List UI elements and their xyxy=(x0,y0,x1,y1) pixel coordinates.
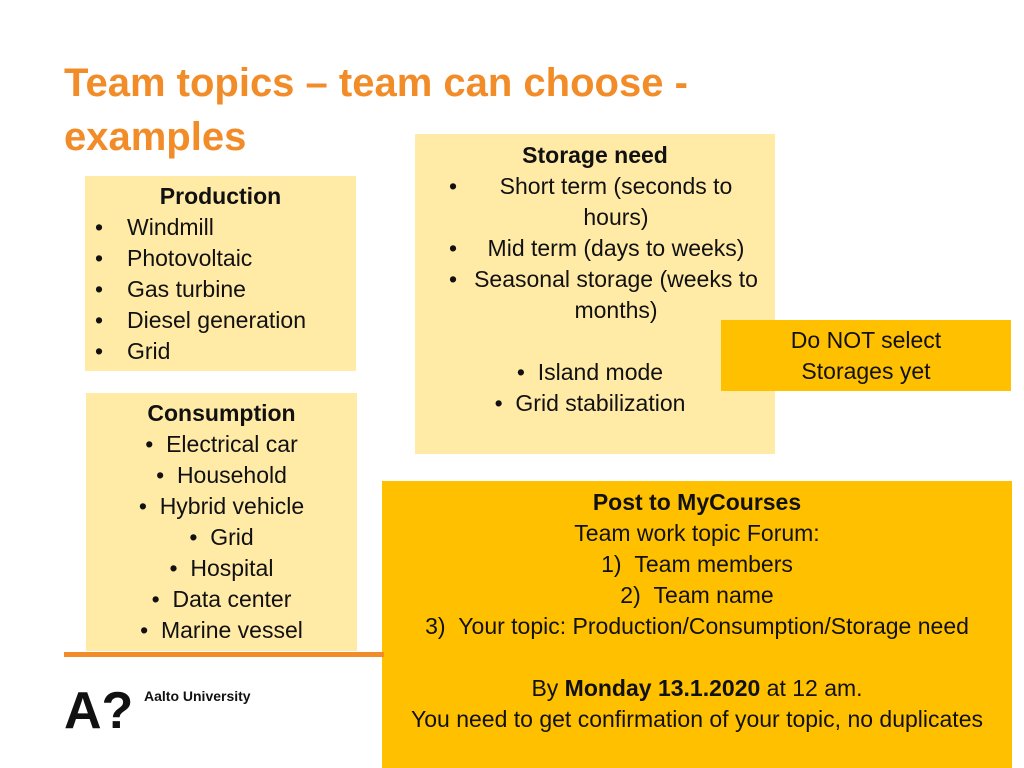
production-box xyxy=(85,176,356,371)
list-item: • Diesel generation xyxy=(85,305,356,336)
consumption-box xyxy=(86,393,357,651)
storage-box xyxy=(415,134,775,454)
page-title: Team topics – team can choose - examples xyxy=(64,61,688,159)
list-item: • Data center xyxy=(86,584,357,615)
list-item: • Grid xyxy=(86,522,357,553)
list-item: • Photovoltaic xyxy=(85,243,356,274)
step-item: 3) Your topic: Production/Consumption/Storage need xyxy=(425,613,969,639)
list-item: • Gas turbine xyxy=(85,274,356,305)
deadline-date: Monday 13.1.2020 xyxy=(564,675,761,701)
deadline-line xyxy=(382,673,1012,704)
logo-mark: A? xyxy=(64,684,134,734)
university-name: Aalto University xyxy=(144,688,251,704)
deadline-prefix: By xyxy=(531,675,565,701)
list-item: • Grid xyxy=(85,336,356,367)
list-item: • Hybrid vehicle xyxy=(86,491,357,522)
note-line: Storages yet xyxy=(801,358,931,384)
post-heading: Post to MyCourses xyxy=(592,489,802,515)
list-item: • Household xyxy=(86,460,357,491)
aalto-logo-icon xyxy=(64,684,136,734)
step-item: 1) Team members xyxy=(601,551,793,577)
list-item: • Grid stabilization xyxy=(415,388,775,419)
list-item: • Hospital xyxy=(86,553,357,584)
consumption-heading: Consumption xyxy=(147,400,296,426)
list-item: • Island mode xyxy=(415,357,775,388)
storage-warning-note xyxy=(721,320,1011,391)
forum-label: Team work topic Forum: xyxy=(574,520,820,546)
orange-divider xyxy=(64,652,384,657)
list-item: • Electrical car xyxy=(86,429,357,460)
note-line: Do NOT select xyxy=(790,327,942,353)
post-instructions-box xyxy=(382,481,1012,768)
list-item: • Windmill xyxy=(85,212,356,243)
confirmation-text: You need to get confirmation of your topic, no duplicates xyxy=(411,706,983,732)
production-heading: Production xyxy=(159,183,282,209)
step-item: 2) Team name xyxy=(620,582,774,608)
deadline-suffix: at 12 am. xyxy=(760,675,863,701)
list-item: • Seasonal storage (weeks to months) xyxy=(415,264,775,326)
list-item: • Marine vessel xyxy=(86,615,357,646)
list-item: • Mid term (days to weeks) xyxy=(415,233,775,264)
list-item: • Short term (seconds to hours) xyxy=(415,171,775,233)
storage-heading: Storage need xyxy=(522,142,668,168)
